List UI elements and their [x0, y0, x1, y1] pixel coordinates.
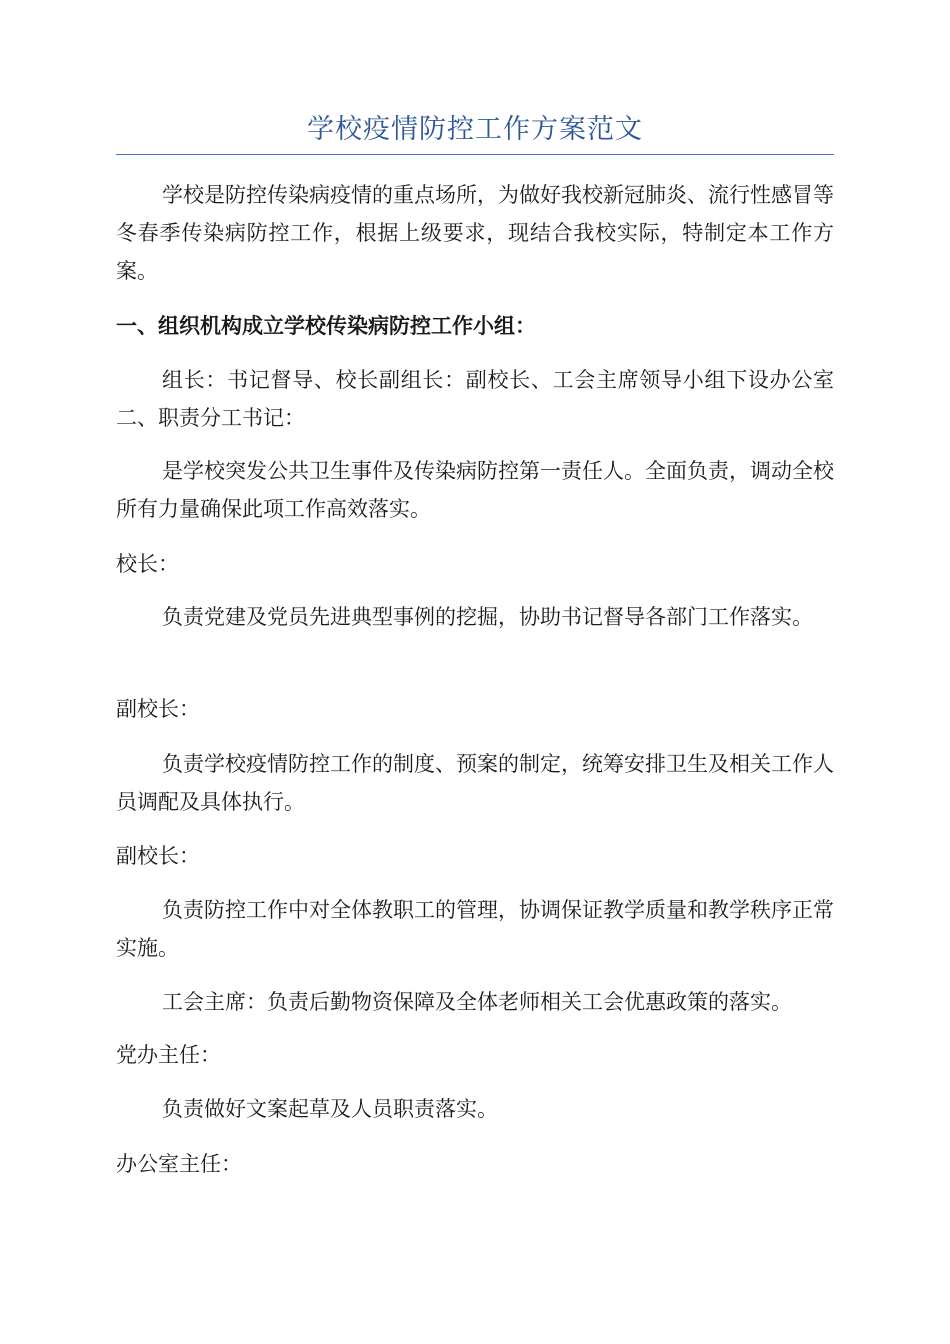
title-underline: [116, 154, 834, 155]
vice-principal-label-1: 副校长：: [116, 697, 200, 721]
party-office-label: 党办主任：: [116, 1043, 221, 1067]
principal-label: 校长：: [116, 552, 179, 576]
principal-duty-paragraph: 负责党建及党员先进典型事例的挖掘，协助书记督导各部门工作落实。: [162, 605, 813, 629]
party-office-duty: 负责做好文案起草及人员职责落实。: [162, 1097, 498, 1121]
office-director-label: 办公室主任：: [116, 1152, 242, 1176]
vice-principal-label-2: 副校长：: [116, 844, 200, 868]
vice-principal-duty-2: 负责防控工作中对全体教职工的管理，协调保证教学质量和教学秩序正常实施。: [116, 898, 834, 960]
vice-principal-duty-1: 负责学校疫情防控工作的制度、预案的制定，统筹安排卫生及相关工作人员调配及具体执行。: [116, 752, 834, 814]
document-title: 学校疫情防控工作方案范文: [307, 114, 643, 145]
secretary-duty-paragraph: 是学校突发公共卫生事件及传染病防控第一责任人。全面负责，调动全校所有力量确保此项工作高效落实。: [116, 459, 834, 521]
group-paragraph: 组长：书记督导、校长副组长：副校长、工会主席领导小组下设办公室二、职责分工书记：: [116, 368, 834, 430]
intro-paragraph: 学校是防控传染病疫情的重点场所，为做好我校新冠肺炎、流行性感冒等冬春季传染病防控工作，根据上级要求，现结合我校实际，特制定本工作方案。: [116, 183, 834, 283]
section-heading-organization: 一、组织机构成立学校传染病防控工作小组：: [116, 313, 536, 338]
union-chair-paragraph: 工会主席：负责后勤物资保障及全体老师相关工会优惠政策的落实。: [162, 990, 792, 1014]
